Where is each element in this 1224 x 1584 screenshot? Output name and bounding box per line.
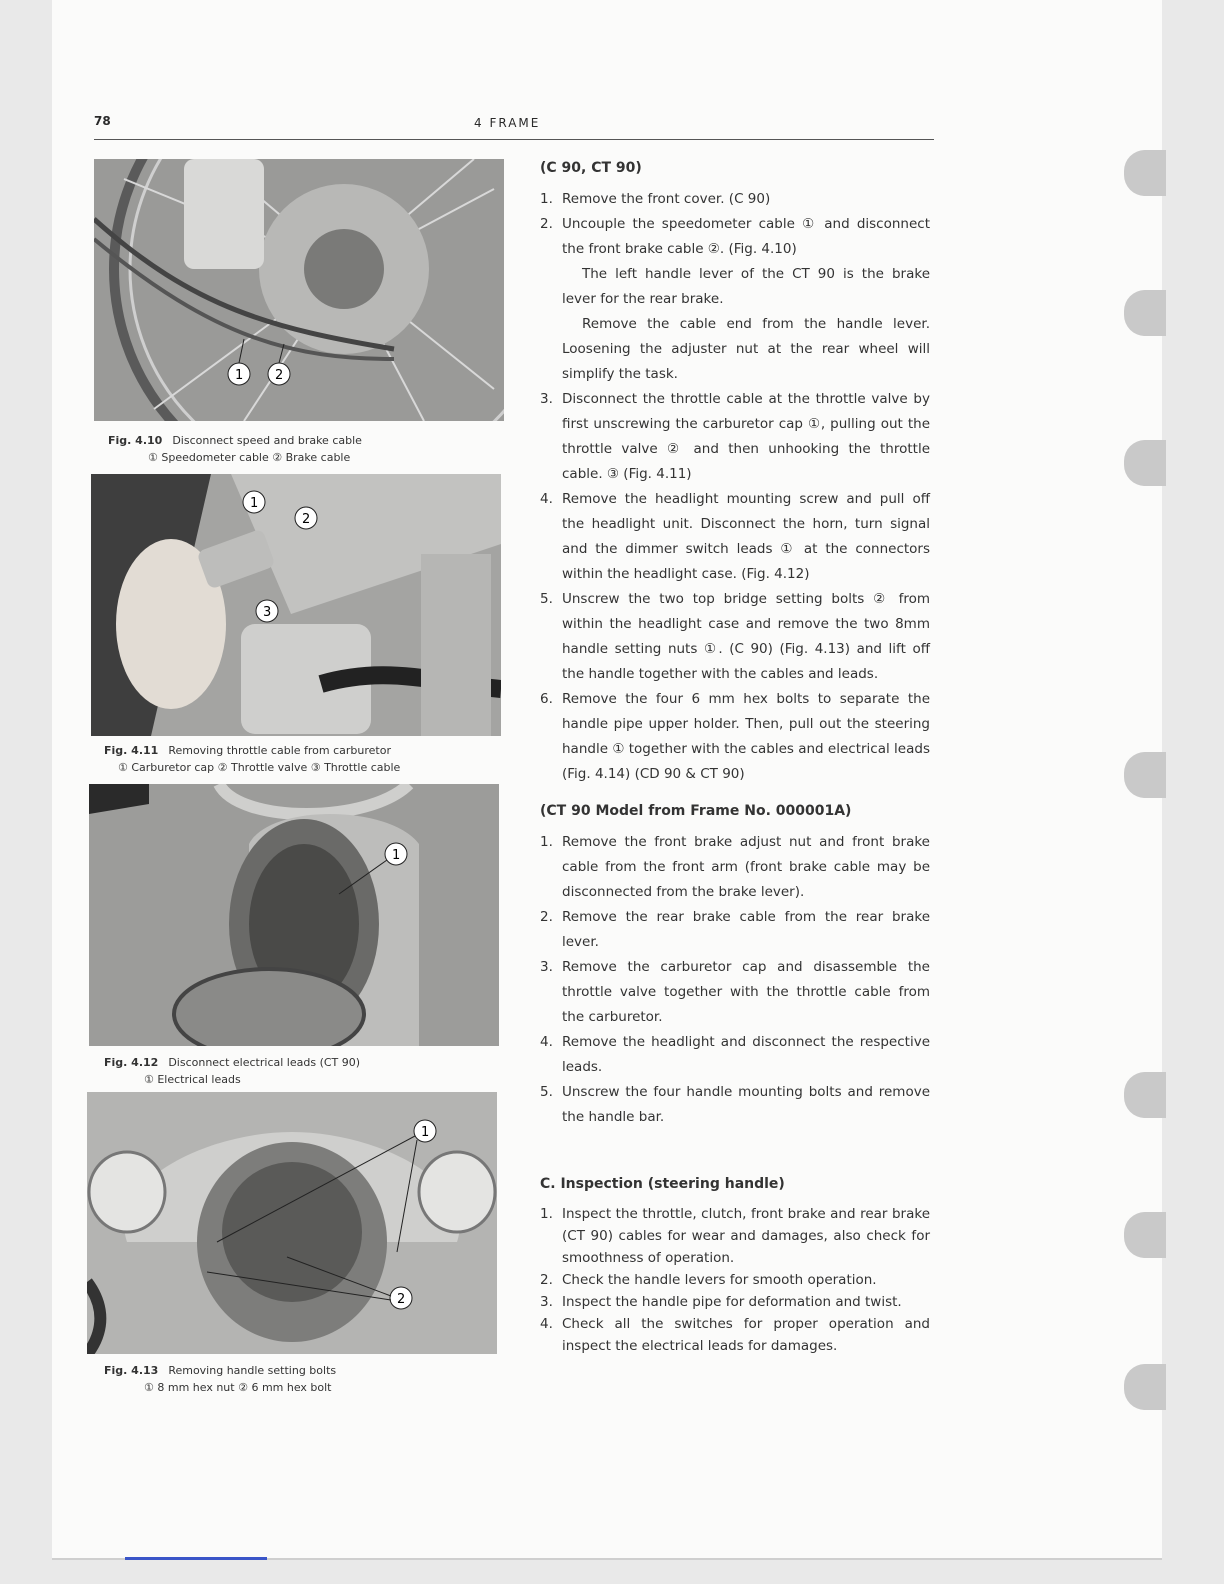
- callout-2: 2: [275, 368, 284, 383]
- figure-4-12-photo: [89, 784, 499, 1046]
- callout-2: 2: [397, 1292, 406, 1307]
- list-item: 4. Remove the headlight mounting screw and pull off the headlight unit. Disconnect the horn, turn signal and the dimmer switch leads ① at the connectors within the headlight case. (Fig. 4.12): [540, 491, 930, 582]
- binder-hole: [1124, 290, 1166, 336]
- callout-1: 1: [392, 848, 401, 863]
- figure-4-11-caption: [104, 742, 400, 776]
- body-text-column: [540, 152, 930, 1357]
- callout-3: 3: [263, 605, 272, 620]
- binder-hole: [1124, 150, 1166, 196]
- header-rule: [94, 139, 934, 140]
- list-item: 5. Unscrew the four handle mounting bolts and remove the handle bar.: [540, 1084, 930, 1125]
- binder-hole: [1124, 440, 1166, 486]
- list-item: 1. Inspect the throttle, clutch, front brake and rear brake (CT 90) cables for wear and damages, also check for smoothness of operation.: [540, 1206, 930, 1266]
- list-item: 3. Disconnect the throttle cable at the throttle valve by first unscrewing the carburetor cap ①, pulling out the throttle valve ② and then unhooking the throttle cable. ③ (Fig. 4.11): [540, 391, 930, 482]
- callout-2: 2: [302, 512, 311, 527]
- figure-4-12-caption: [104, 1054, 360, 1088]
- page-number: 78: [94, 114, 111, 128]
- figure-4-11-photo: [91, 474, 501, 736]
- binder-hole: [1124, 752, 1166, 798]
- section-spacer: [540, 1130, 930, 1168]
- list-item: 1. Remove the front brake adjust nut and front brake cable from the front arm (front brake cable may be disconnected from the brake lever).: [540, 834, 930, 900]
- figure-title: Fig. 4.12: [104, 1056, 159, 1069]
- figure-caption-text: Removing throttle cable from carburetor: [168, 744, 391, 757]
- callout-1: 1: [235, 368, 244, 383]
- callout-1: 1: [421, 1125, 430, 1140]
- figure-caption-text: Disconnect speed and brake cable: [172, 434, 362, 447]
- figure-legend: ① Carburetor cap ② Throttle valve ③ Throttle cable: [118, 761, 401, 774]
- figure-4-13-photo: [87, 1092, 497, 1354]
- note-paragraph: The left handle lever of the CT 90 is the brake lever for the rear brake.: [562, 266, 930, 307]
- section-heading: (CT 90 Model from Frame No. 000001A): [540, 803, 852, 819]
- list-item: 2. Uncouple the speedometer cable ① and disconnect the front brake cable ②. (Fig. 4.10): [540, 216, 930, 257]
- figure-caption-text: Disconnect electrical leads (CT 90): [168, 1056, 361, 1069]
- binder-hole: [1124, 1364, 1166, 1410]
- list-item: 2. Remove the rear brake cable from the rear brake lever.: [540, 909, 930, 950]
- figure-4-13-caption: [104, 1362, 336, 1396]
- scan-edge-mark: [125, 1557, 267, 1560]
- list-item: 2. Check the handle levers for smooth operation.: [540, 1272, 877, 1288]
- figure-title: Fig. 4.11: [104, 744, 159, 757]
- callout-1: 1: [250, 496, 259, 511]
- list-item: 1. Remove the front cover. (C 90): [540, 191, 771, 207]
- figure-title: Fig. 4.13: [104, 1364, 159, 1377]
- figure-legend: ① Speedometer cable ② Brake cable: [148, 451, 351, 464]
- figure-legend: ① 8 mm hex nut ② 6 mm hex bolt: [144, 1381, 332, 1394]
- list-item: 3. Remove the carburetor cap and disassemble the throttle valve together with the throttle cable from the carburetor.: [540, 959, 930, 1025]
- chapter-title: 4 FRAME: [474, 116, 541, 130]
- binder-hole: [1124, 1212, 1166, 1258]
- section-heading: C. Inspection (steering handle): [540, 1176, 785, 1192]
- figure-legend: ① Electrical leads: [144, 1073, 241, 1086]
- list-item: 4. Check all the switches for proper operation and inspect the electrical leads for damages.: [540, 1316, 930, 1354]
- section-heading: (C 90, CT 90): [540, 160, 642, 176]
- figure-4-10-photo: [94, 159, 504, 421]
- list-item: 6. Remove the four 6 mm hex bolts to separate the handle pipe upper holder. Then, pull out the steering handle ① together with the cables and electrical leads (Fig. 4.14) (CD 90 & CT 90): [540, 691, 930, 782]
- list-item: 3. Inspect the handle pipe for deformation and twist.: [540, 1294, 902, 1310]
- list-item: 4. Remove the headlight and disconnect the respective leads.: [540, 1034, 930, 1075]
- figure-title: Fig. 4.10: [108, 434, 163, 447]
- figure-4-10-caption: [108, 432, 362, 466]
- binder-hole: [1124, 1072, 1166, 1118]
- note-paragraph: Remove the cable end from the handle lever. Loosening the adjuster nut at the rear wheel will simplify the task.: [562, 316, 930, 382]
- figure-caption-text: Removing handle setting bolts: [168, 1364, 337, 1377]
- list-item: 5. Unscrew the two top bridge setting bolts ② from within the headlight case and remove the two 8mm handle setting nuts ①. (C 90) (Fig. 4.13) and lift off the handle together with the cables and leads.: [540, 591, 930, 682]
